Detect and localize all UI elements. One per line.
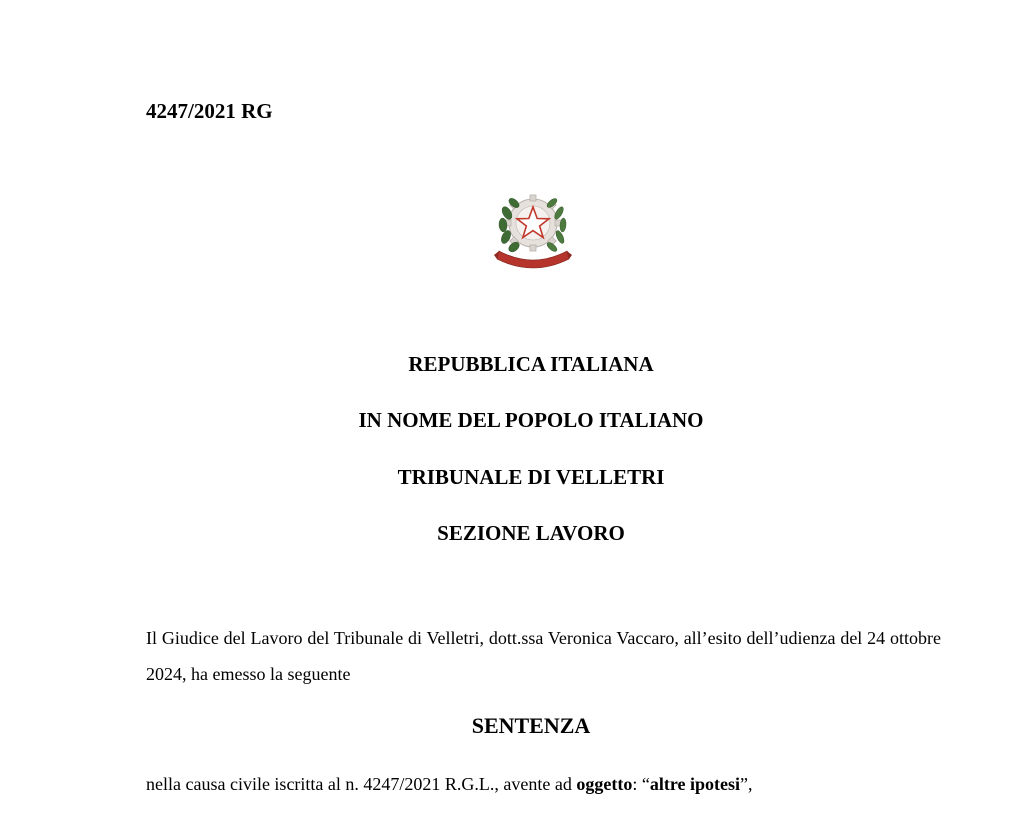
heading-repubblica: REPUBBLICA ITALIANA xyxy=(408,352,654,376)
oggetto-value: altre ipotesi xyxy=(649,774,741,794)
ribbon-shape xyxy=(497,251,569,268)
causa-paragraph xyxy=(146,766,941,802)
causa-suffix: ”, xyxy=(740,774,753,794)
causa-prefix: nella causa civile iscritta al n. 4247/2021 R.G.L., avente ad xyxy=(146,774,577,794)
heading-sezione: SEZIONE LAVORO xyxy=(437,521,625,545)
heading-popolo: IN NOME DEL POPOLO ITALIANO xyxy=(358,408,704,432)
oggetto-label: oggetto xyxy=(576,774,633,794)
intro-paragraph: Il Giudice del Lavoro del Tribunale di Velletri, dott.ssa Veronica Vaccaro, all’esito dell’udienza del 24 ottobre 2024, ha emesso la seguente xyxy=(146,628,941,684)
case-number: 4247/2021 RG xyxy=(146,99,273,123)
causa-colon: : “ xyxy=(632,774,650,794)
heading-tribunale: TRIBUNALE DI VELLETRI xyxy=(397,465,665,489)
emblem-of-italy-icon xyxy=(493,185,573,275)
sentenza-title: SENTENZA xyxy=(471,713,591,738)
